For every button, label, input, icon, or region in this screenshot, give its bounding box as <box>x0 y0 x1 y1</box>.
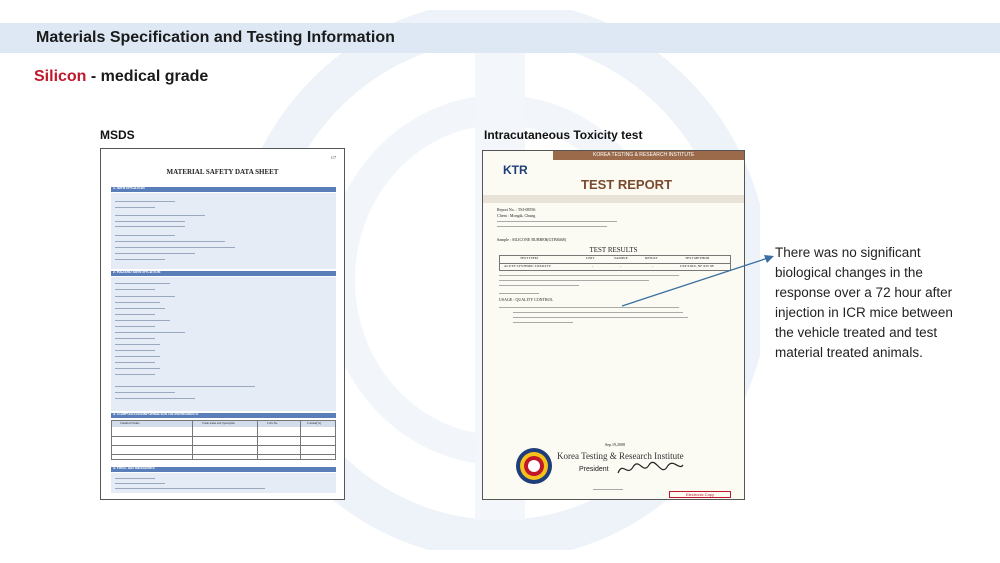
slide-subtitle <box>34 68 208 86</box>
ktr-seal-icon <box>515 447 553 485</box>
test-report-document <box>482 150 745 500</box>
msds-document <box>100 148 345 500</box>
ktr-logo: KTR <box>503 163 528 177</box>
msds-page-number: 1/7 <box>330 155 336 160</box>
report-date: Sep.19,2008 <box>605 442 625 447</box>
annotation-text: There was no significant biological changes in the response over a 72 hour after injection in ICR mice between the vehicle treated and test material treated animals. <box>775 245 953 360</box>
report-sample: Sample : SILICONE RUBBER(GTB8468) <box>497 237 566 242</box>
tox-label: Intracutaneous Toxicity test <box>484 128 643 142</box>
footer-institute: Korea Testing & Research Institute <box>557 451 684 461</box>
msds-section-bar: 2. HAZARD IDENTIFICATION <box>111 271 336 276</box>
msds-ingredients-table: Chemical Name Trade name and Synonyms CAS No. Content(%) <box>111 420 336 460</box>
electronic-copy-stamp: Electronic Copy <box>669 491 731 498</box>
test-results-title: TEST RESULTS <box>589 246 638 254</box>
msds-label: MSDS <box>100 128 135 142</box>
test-results-table: TEST ITEM UNIT SAMPLE RESULT TEST METHOD ACUTE SYSTEMIC TOXICITY - - - USP XXIX, NF XIV 88 <box>499 255 731 271</box>
msds-section-bar: 1. IDENTIFICATION <box>111 187 336 192</box>
slide-title: Materials Specification and Testing Information <box>36 29 395 46</box>
msds-title: MATERIAL SAFETY DATA SHEET <box>166 168 279 176</box>
msds-section-body <box>111 193 336 269</box>
msds-section-bar: 3. COMPOSITION/INFORMATION ON INGREDIENTS <box>111 413 336 418</box>
report-usage: USAGE : QUALITY CONTROL <box>499 297 553 302</box>
report-title: TEST REPORT <box>581 177 673 192</box>
msds-section-bar: 4. FIRST AID MEASURES <box>111 467 336 472</box>
title-bar <box>0 23 1000 53</box>
subtitle-rest: - medical grade <box>86 68 209 85</box>
annotation-arrow-icon <box>620 250 780 310</box>
report-client: Client : Mongik, Chung <box>497 213 536 218</box>
subtitle-highlight: Silicon <box>34 68 87 85</box>
footer-president: President <box>579 466 609 473</box>
report-number: Report No. : TSJ-08556 <box>497 207 536 212</box>
report-header-band: KOREA TESTING & RESEARCH INSTITUTE <box>553 151 745 160</box>
signature-icon <box>615 459 685 479</box>
